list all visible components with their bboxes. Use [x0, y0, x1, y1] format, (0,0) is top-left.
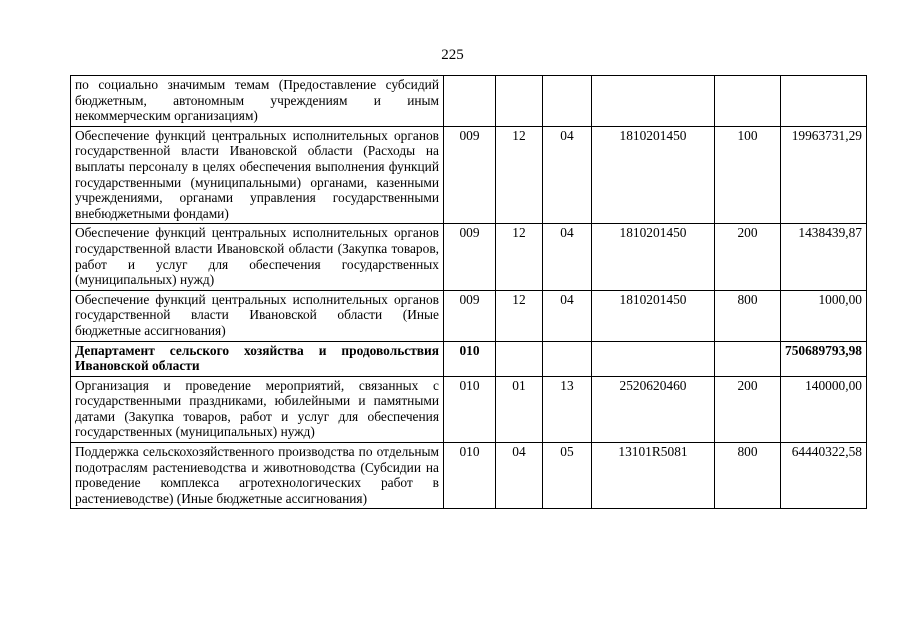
table-row [71, 126, 867, 224]
target-code: 13101R5081 [592, 443, 715, 509]
subsection-code: 04 [543, 126, 592, 224]
expense-type-code: 800 [715, 443, 781, 509]
page-number: 225 [441, 47, 464, 63]
ministry-code: 010 [444, 443, 496, 509]
table-row [71, 224, 867, 290]
ministry-code: 009 [444, 224, 496, 290]
row-description: Обеспечение функций центральных исполнительных органов государственной власти Ивановской области (Расходы на выплаты персоналу в целях обеспечения выполнения функций государственными (муниципальными) органами, казенными учреждениями, органами управления государственными внебюджетными фондами) [71, 126, 444, 224]
expense-type-code: 200 [715, 224, 781, 290]
target-code [592, 341, 715, 376]
row-description: Обеспечение функций центральных исполнительных органов государственной власти Ивановской области (Закупка товаров, работ и услуг для обеспечения государственных (муниципальных) нужд) [71, 224, 444, 290]
subsection-code: 13 [543, 376, 592, 442]
expense-type-code [715, 76, 781, 127]
ministry-code: 010 [444, 376, 496, 442]
section-code: 12 [496, 126, 543, 224]
section-code: 12 [496, 290, 543, 341]
table-row [71, 290, 867, 341]
budget-table [70, 75, 867, 509]
target-code [592, 76, 715, 127]
department-title: Департамент сельского хозяйства и продовольствия Ивановской области [71, 341, 444, 376]
table-row [71, 76, 867, 127]
section-code: 01 [496, 376, 543, 442]
row-description: Обеспечение функций центральных исполнительных органов государственной власти Ивановской области (Иные бюджетные ассигнования) [71, 290, 444, 341]
ministry-code: 010 [444, 341, 496, 376]
subsection-code: 05 [543, 443, 592, 509]
table-row [71, 376, 867, 442]
amount: 64440322,58 [781, 443, 867, 509]
table-row [71, 443, 867, 509]
expense-type-code [715, 341, 781, 376]
target-code: 1810201450 [592, 224, 715, 290]
ministry-code [444, 76, 496, 127]
target-code: 1810201450 [592, 290, 715, 341]
section-code [496, 76, 543, 127]
subsection-code: 04 [543, 224, 592, 290]
section-code: 04 [496, 443, 543, 509]
row-description: Организация и проведение мероприятий, связанных с государственными праздниками, юбилейными и памятными датами (Закупка товаров, работ и услуг для обеспечения государственных (муниципальных) нужд) [71, 376, 444, 442]
amount: 1438439,87 [781, 224, 867, 290]
expense-type-code: 100 [715, 126, 781, 224]
ministry-code: 009 [444, 290, 496, 341]
amount: 140000,00 [781, 376, 867, 442]
row-description: по социально значимым темам (Предоставление субсидий бюджетным, автономным учреждениям и иным некоммерческим организациям) [71, 76, 444, 127]
subsection-code [543, 76, 592, 127]
section-code [496, 341, 543, 376]
amount [781, 76, 867, 127]
target-code: 1810201450 [592, 126, 715, 224]
ministry-code: 009 [444, 126, 496, 224]
row-description: Поддержка сельскохозяйственного производства по отдельным подотраслям растениеводства и животноводства (Субсидии на проведение комплекса агротехнологических работ в растениеводстве) (Иные бюджетные ассигнования) [71, 443, 444, 509]
table-row-department [71, 341, 867, 376]
department-total-amount: 750689793,98 [781, 341, 867, 376]
subsection-code: 04 [543, 290, 592, 341]
subsection-code [543, 341, 592, 376]
expense-type-code: 800 [715, 290, 781, 341]
target-code: 2520620460 [592, 376, 715, 442]
amount: 1000,00 [781, 290, 867, 341]
expense-type-code: 200 [715, 376, 781, 442]
amount: 19963731,29 [781, 126, 867, 224]
section-code: 12 [496, 224, 543, 290]
